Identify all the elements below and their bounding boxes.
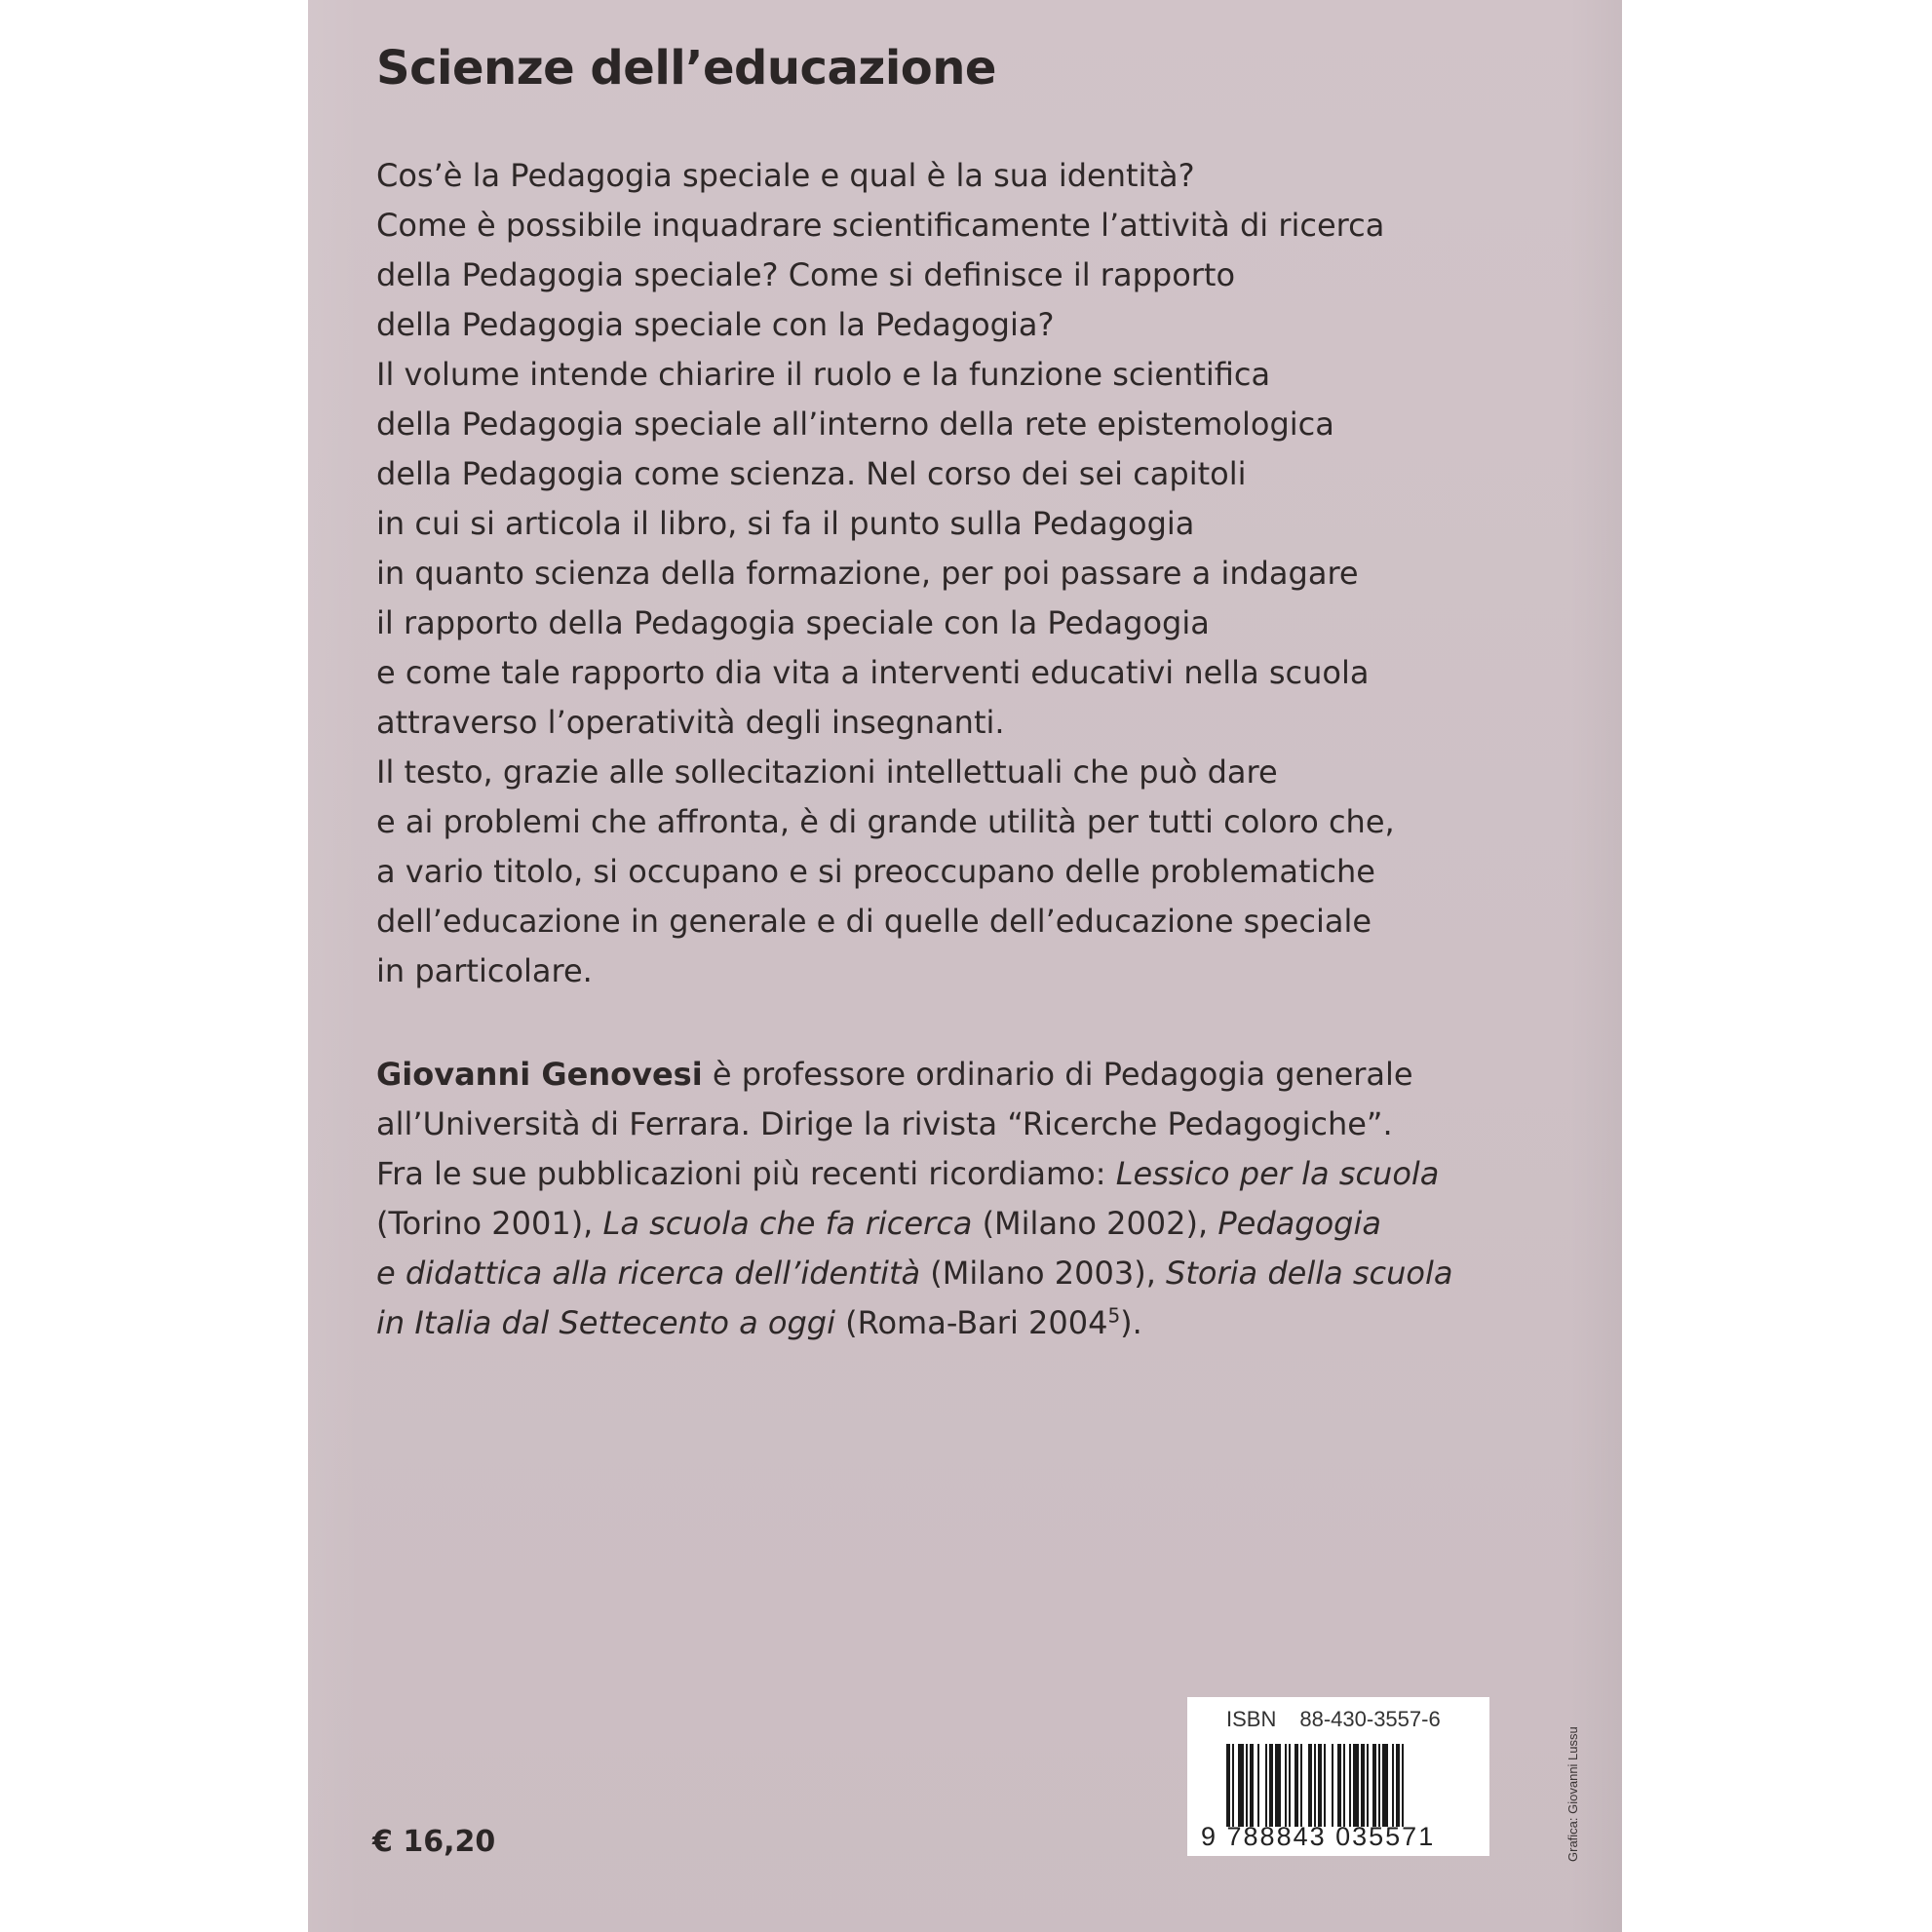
author-name: Giovanni Genovesi xyxy=(376,1056,703,1093)
author-bio-line xyxy=(376,1050,1546,1100)
barcode-bar xyxy=(1289,1744,1291,1827)
barcode-bar xyxy=(1382,1744,1388,1827)
blurb-line: a vario titolo, si occupano e si preoccupano delle problematiche xyxy=(376,853,1375,890)
barcode-bar xyxy=(1402,1744,1404,1827)
author-bio-line xyxy=(376,1149,1546,1199)
barcode-bar xyxy=(1367,1744,1369,1827)
barcode-bar xyxy=(1396,1744,1400,1827)
blurb-line: della Pedagogia speciale? Come si definisce il rapporto xyxy=(376,256,1236,293)
blurb-line: in cui si articola il libro, si fa il punto sulla Pedagogia xyxy=(376,505,1195,542)
blurb-line: il rapporto della Pedagogia speciale con la Pedagogia xyxy=(376,604,1210,641)
barcode-bar xyxy=(1238,1744,1244,1827)
book-title: Pedagogia xyxy=(1217,1205,1381,1242)
blurb-line: Come è possibile inquadrare scientificamente l’attività di ricerca xyxy=(376,207,1385,244)
isbn-prefix: ISBN xyxy=(1226,1707,1277,1731)
series-title: Scienze dell’educazione xyxy=(376,41,996,96)
blurb-line: Il testo, grazie alle sollecitazioni intellettuali che può dare xyxy=(376,753,1278,791)
barcode-bar xyxy=(1343,1744,1345,1827)
author-bio-text: (Milano 2003), xyxy=(920,1255,1167,1292)
blurb-text xyxy=(376,151,1497,996)
blurb-line: in particolare. xyxy=(376,952,593,989)
blurb-line: della Pedagogia speciale all’interno della rete epistemologica xyxy=(376,406,1334,443)
barcode-bar xyxy=(1265,1744,1267,1827)
barcode-bar xyxy=(1300,1744,1302,1827)
barcode-bar xyxy=(1246,1744,1248,1827)
author-bio-text: (Milano 2002), xyxy=(972,1205,1218,1242)
author-bio-text: (Torino 2001), xyxy=(376,1205,603,1242)
barcode-bar xyxy=(1314,1744,1316,1827)
barcode-bar xyxy=(1332,1744,1333,1827)
barcode-bars xyxy=(1226,1744,1460,1827)
author-bio-text: (Roma-Bari 2004 xyxy=(835,1304,1108,1341)
design-credit: Grafica: Giovanni Lussu xyxy=(1565,1726,1580,1862)
blurb-line: dell’educazione in generale e di quelle dell’educazione speciale xyxy=(376,903,1372,940)
barcode-bar xyxy=(1232,1744,1234,1827)
barcode-bar xyxy=(1269,1744,1273,1827)
barcode-bar xyxy=(1349,1744,1351,1827)
blurb-line: attraverso l’operatività degli insegnanti. xyxy=(376,704,1005,741)
barcode-bar xyxy=(1372,1744,1376,1827)
barcode-bar xyxy=(1392,1744,1394,1827)
barcode-bar xyxy=(1353,1744,1359,1827)
isbn-number: 88-430-3557-6 xyxy=(1299,1707,1441,1731)
price-label: € 16,20 xyxy=(372,1825,496,1859)
edition-superscript: 5 xyxy=(1107,1303,1121,1328)
blurb-line: Cos’è la Pedagogia speciale e qual è la sua identità? xyxy=(376,157,1195,194)
barcode-bar xyxy=(1257,1744,1259,1827)
author-bio-text: è professore ordinario di Pedagogia generale xyxy=(702,1056,1413,1093)
book-title: e didattica alla ricerca dell’identità xyxy=(376,1255,921,1292)
author-bio-text: Fra le sue pubblicazioni più recenti ricordiamo: xyxy=(376,1155,1116,1192)
barcode-bar xyxy=(1361,1744,1365,1827)
barcode-bar xyxy=(1294,1744,1298,1827)
barcode-bar xyxy=(1250,1744,1254,1827)
barcode-bar xyxy=(1308,1744,1312,1827)
author-bio-line xyxy=(376,1199,1546,1249)
book-title: Storia della scuola xyxy=(1166,1255,1453,1292)
barcode-bar xyxy=(1226,1744,1230,1827)
isbn-barcode-box xyxy=(1187,1697,1489,1856)
barcode-bar xyxy=(1318,1744,1322,1827)
blurb-line: Il volume intende chiarire il ruolo e la funzione scientifica xyxy=(376,356,1271,393)
blurb-line: in quanto scienza della formazione, per poi passare a indagare xyxy=(376,555,1359,592)
book-title: Lessico per la scuola xyxy=(1115,1155,1440,1192)
author-bio-line: all’Università di Ferrara. Dirige la rivista “Ricerche Pedagogiche”. xyxy=(376,1105,1393,1142)
author-bio-line xyxy=(376,1249,1546,1298)
barcode-bar xyxy=(1275,1744,1281,1827)
barcode-bar xyxy=(1285,1744,1287,1827)
author-bio xyxy=(376,1050,1546,1348)
book-title: La scuola che fa ricerca xyxy=(602,1205,973,1242)
author-bio-text: ). xyxy=(1120,1304,1142,1341)
barcode-bar xyxy=(1337,1744,1341,1827)
blurb-line: e come tale rapporto dia vita a interventi educativi nella scuola xyxy=(376,654,1370,691)
blurb-line: della Pedagogia come scienza. Nel corso dei sei capitoli xyxy=(376,455,1247,492)
blurb-line: e ai problemi che affronta, è di grande utilità per tutti coloro che, xyxy=(376,803,1395,840)
book-title: in Italia dal Settecento a oggi xyxy=(376,1304,835,1341)
barcode-bar xyxy=(1324,1744,1326,1827)
barcode-bar xyxy=(1378,1744,1380,1827)
author-bio-line xyxy=(376,1298,1546,1348)
blurb-line: della Pedagogia speciale con la Pedagogia? xyxy=(376,306,1055,343)
book-back-cover xyxy=(308,0,1622,1932)
ean-digits: 9 788843 035571 xyxy=(1201,1822,1436,1851)
isbn-label xyxy=(1226,1707,1441,1732)
